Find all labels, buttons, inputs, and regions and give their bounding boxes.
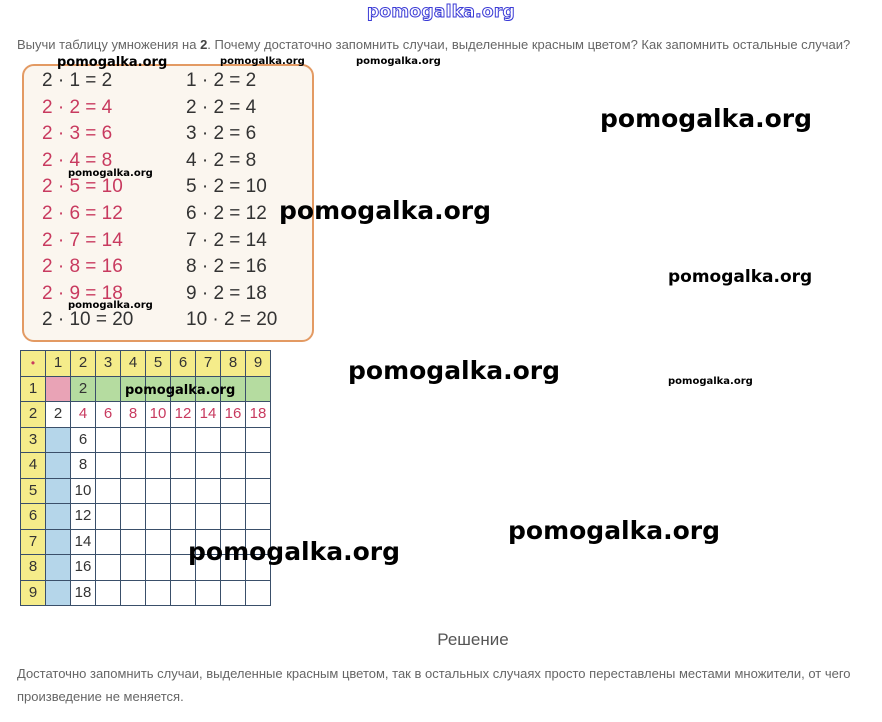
grid-row — [21, 427, 271, 453]
grid-row-header: 3 — [21, 427, 46, 453]
grid-cell: 8 — [121, 402, 146, 428]
grid-cell — [196, 580, 221, 606]
grid-cell — [221, 504, 246, 530]
grid-cell — [46, 376, 71, 402]
grid-cell — [96, 529, 121, 555]
task-text — [17, 37, 877, 52]
grid-cell — [46, 529, 71, 555]
grid-cell — [46, 478, 71, 504]
solution-title: Решение — [437, 630, 509, 649]
grid-cell: 14 — [196, 402, 221, 428]
grid-cell — [121, 427, 146, 453]
grid-cell — [96, 376, 121, 402]
equation-left: 2 · 5 = 10 — [42, 176, 123, 198]
grid-cell — [46, 427, 71, 453]
task-text-part1: Выучи таблицу умножения на — [17, 37, 201, 52]
grid-cell — [121, 555, 146, 581]
grid-row-header: 8 — [21, 555, 46, 581]
equation-left: 2 · 4 = 8 — [42, 149, 113, 171]
grid-cell — [96, 478, 121, 504]
grid-header-cell: 9 — [246, 351, 271, 377]
grid-cell — [121, 478, 146, 504]
grid-cell — [121, 580, 146, 606]
grid-header-cell: 3 — [96, 351, 121, 377]
watermark: pomogalka.org — [356, 56, 441, 67]
grid-row-header: 7 — [21, 529, 46, 555]
grid-cell — [46, 580, 71, 606]
grid-cell — [96, 555, 121, 581]
grid-header-cell: 7 — [196, 351, 221, 377]
equation-right: 5 · 2 = 10 — [186, 176, 267, 198]
equation-left: 2 · 6 = 12 — [42, 203, 123, 224]
watermark: pomogalka.org — [125, 383, 236, 398]
watermark: pomogalka.org — [668, 267, 813, 287]
grid-header-cell: 2 — [71, 351, 96, 377]
grid-cell: 18 — [246, 402, 271, 428]
grid-cell — [171, 453, 196, 479]
solution-text: Достаточно запомнить случаи, выделенные красным цветом, так в остальных случаях просто переставлены местами множители, от чего произведение не меняется. — [17, 666, 851, 704]
equation-right: 8 · 2 = 16 — [186, 256, 267, 278]
grid-cell — [196, 427, 221, 453]
grid-cell: 16 — [221, 402, 246, 428]
grid-cell: 12 — [171, 402, 196, 428]
grid-cell — [121, 453, 146, 479]
equation-left: 2 · 10 = 20 — [42, 309, 134, 331]
grid-cell — [171, 580, 196, 606]
grid-row — [21, 580, 271, 606]
watermark: pomogalka.org — [348, 356, 561, 385]
grid-cell — [96, 580, 121, 606]
watermark: pomogalka.org — [188, 537, 401, 566]
grid-cell: 10 — [71, 478, 96, 504]
grid-row-header: 9 — [21, 580, 46, 606]
equation-right: 3 · 2 = 6 — [186, 123, 257, 145]
grid-row — [21, 402, 271, 428]
equation-right: 6 · 2 = 12 — [186, 203, 267, 224]
grid-row-header: 2 — [21, 402, 46, 428]
grid-cell — [121, 529, 146, 555]
grid-cell — [146, 453, 171, 479]
grid-cell: 2 — [46, 402, 71, 428]
grid-row — [21, 453, 271, 479]
grid-cell — [146, 504, 171, 530]
grid-cell — [246, 453, 271, 479]
grid-cell — [221, 453, 246, 479]
grid-header-cell: 6 — [171, 351, 196, 377]
equation-left: 2 · 3 = 6 — [42, 123, 113, 145]
watermark: pomogalka.org — [68, 300, 153, 311]
watermark: pomogalka.org — [57, 55, 168, 70]
grid-cell — [196, 453, 221, 479]
grid-cell — [46, 504, 71, 530]
grid-cell — [221, 580, 246, 606]
grid-cell — [246, 478, 271, 504]
watermark: pomogalka.org — [220, 56, 305, 67]
grid-cell — [221, 478, 246, 504]
grid-cell — [46, 453, 71, 479]
watermark: pomogalka.org — [279, 196, 492, 225]
grid-row-header: 4 — [21, 453, 46, 479]
grid-header-cell: 5 — [146, 351, 171, 377]
grid-row-header: 5 — [21, 478, 46, 504]
grid-cell: 12 — [71, 504, 96, 530]
watermark: pomogalka.org — [68, 168, 153, 179]
grid-cell — [146, 427, 171, 453]
grid-cell: 14 — [71, 529, 96, 555]
task-number: 2 — [200, 37, 208, 52]
equation-right: 2 · 2 = 4 — [186, 96, 257, 118]
grid-cell — [246, 580, 271, 606]
grid-row — [21, 478, 271, 504]
equation-right: 1 · 2 = 2 — [186, 70, 257, 91]
grid-cell — [171, 427, 196, 453]
grid-cell — [171, 504, 196, 530]
equation-left: 2 · 9 = 18 — [42, 282, 123, 304]
grid-cell — [196, 504, 221, 530]
grid-cell: 16 — [71, 555, 96, 581]
grid-cell — [121, 504, 146, 530]
grid-cell — [246, 376, 271, 402]
grid-header-cell: 8 — [221, 351, 246, 377]
grid-cell — [96, 504, 121, 530]
grid-row — [21, 504, 271, 530]
grid-cell — [146, 478, 171, 504]
grid-cell: 2 — [71, 376, 96, 402]
site-logo[interactable]: pomogalka.org — [366, 2, 516, 22]
grid-cell — [96, 453, 121, 479]
watermark: pomogalka.org — [668, 376, 753, 387]
grid-row-header: 6 — [21, 504, 46, 530]
watermark: pomogalka.org — [508, 516, 721, 545]
grid-cell — [146, 529, 171, 555]
equation-right: 4 · 2 = 8 — [186, 149, 257, 171]
grid-cell — [221, 427, 246, 453]
grid-header-cell: 4 — [121, 351, 146, 377]
grid-cell: 6 — [96, 402, 121, 428]
grid-cell — [171, 478, 196, 504]
equation-right: 10 · 2 = 20 — [186, 309, 278, 331]
grid-corner: • — [21, 351, 46, 377]
grid-cell — [96, 427, 121, 453]
grid-header-cell: 1 — [46, 351, 71, 377]
grid-cell — [246, 427, 271, 453]
grid-cell: 18 — [71, 580, 96, 606]
grid-cell — [46, 555, 71, 581]
equation-left: 2 · 2 = 4 — [42, 96, 113, 118]
grid-cell: 4 — [71, 402, 96, 428]
watermark: pomogalka.org — [600, 104, 813, 133]
grid-cell — [246, 504, 271, 530]
grid-cell: 6 — [71, 427, 96, 453]
grid-cell: 10 — [146, 402, 171, 428]
grid-cell — [196, 478, 221, 504]
grid-cell: 8 — [71, 453, 96, 479]
task-text-part2: . Почему достаточно запомнить случаи, выделенные красным цветом? Как запомнить остальные случаи? — [207, 37, 851, 52]
equation-left: 2 · 8 = 16 — [42, 256, 123, 278]
grid-cell — [146, 555, 171, 581]
equation-left: 2 · 1 = 2 — [42, 70, 113, 91]
grid-row-header: 1 — [21, 376, 46, 402]
grid-cell — [146, 580, 171, 606]
equation-left: 2 · 7 = 14 — [42, 229, 123, 251]
equation-right: 9 · 2 = 18 — [186, 282, 267, 304]
equation-right: 7 · 2 = 14 — [186, 229, 267, 251]
